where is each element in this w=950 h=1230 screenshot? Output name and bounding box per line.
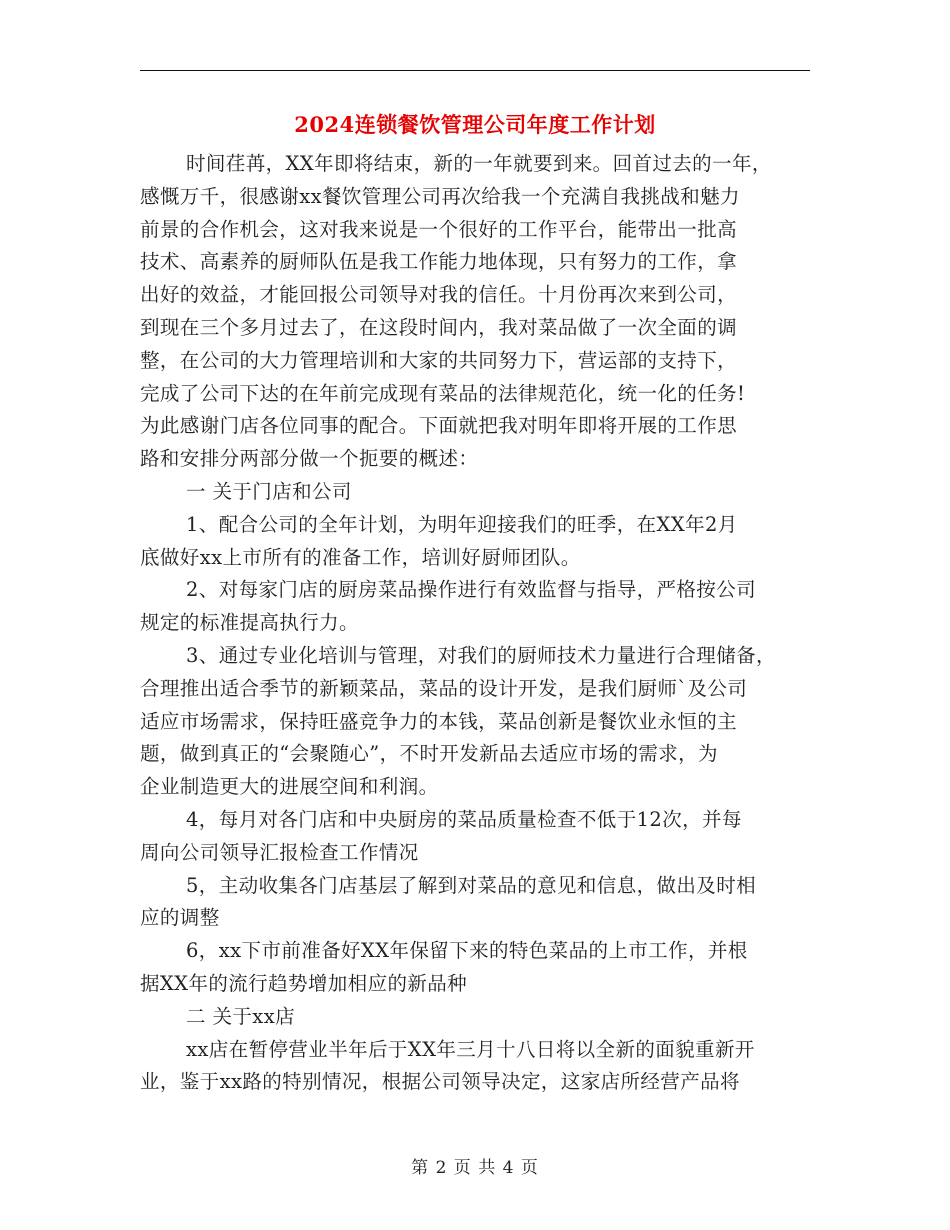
paragraph-line: 出好的效益，才能回报公司领导对我的信任。十月份再次来到公司，: [140, 283, 738, 307]
paragraph-line: 到现在三个多月过去了，在这段时间内，我对菜品做了一次全面的调: [140, 315, 738, 339]
list-item-line: 合理推出适合季节的新颖菜品，菜品的设计开发，是我们厨师`及公司: [140, 676, 748, 700]
paragraph-line: 前景的合作机会，这对我来说是一个很好的工作平台，能带出一批高: [140, 217, 738, 241]
list-item-line: 据XX年的流行趋势增加相应的新品种: [140, 971, 468, 995]
list-item-line: 周向公司领导汇报检查工作情况: [140, 840, 419, 864]
document-body: [140, 148, 810, 1099]
list-item-line: 4，每月对各门店和中央厨房的菜品质量检查不低于12次，并每: [186, 807, 742, 831]
list-item-line: 3、通过专业化培训与管理，对我们的厨师技术力量进行合理储备，: [186, 643, 776, 667]
paragraph-line: 路和安排分两部分做一个扼要的概述：: [140, 447, 479, 471]
list-item-line: 应的调整: [140, 906, 220, 930]
document-title: 2024连锁餐饮管理公司年度工作计划: [294, 112, 656, 137]
paragraph-line: 业，鉴于xx路的特别情况，根据公司领导决定，这家店所经营产品将: [140, 1070, 740, 1094]
paragraph-line: 感慨万千，很感谢xx餐饮管理公司再次给我一个充满自我挑战和魅力: [140, 184, 740, 208]
list-item-line: 底做好xx上市所有的准备工作，培训好厨师团队。: [140, 545, 581, 569]
list-item-line: 规定的标准提高执行力。: [140, 611, 359, 635]
page-number: 第 2 页 共 4 页: [411, 1158, 539, 1178]
list-item-line: 企业制造更大的进展空间和利润。: [140, 775, 439, 799]
paragraph-line: 完成了公司下达的在年前完成现有菜品的法律规范化，统一化的任务!: [140, 381, 746, 405]
list-item-line: 1、配合公司的全年计划，为明年迎接我们的旺季，在XX年2月: [186, 512, 738, 536]
header-rule: [140, 70, 810, 71]
list-item-line: 题，做到真正的“会聚随心”，不时开发新品去适应市场的需求，为: [140, 742, 718, 766]
paragraph-line: 时间荏苒，XX年即将结束，新的一年就要到来。回首过去的一年，: [186, 152, 772, 175]
paragraph-line: 为此感谢门店各位同事的配合。下面就把我对明年即将开展的工作思: [140, 414, 738, 438]
list-item-line: 适应市场需求，保持旺盛竞争力的本钱，菜品创新是餐饮业永恒的主: [140, 709, 738, 733]
section-heading: 二 关于xx店: [186, 1004, 295, 1028]
paragraph-line: 整，在公司的大力管理培训和大家的共同努力下，营运部的支持下，: [140, 348, 738, 372]
paragraph-line: 技术、高素养的厨师队伍是我工作能力地体现，只有努力的工作，拿: [140, 250, 738, 274]
paragraph-line: xx店在暂停营业半年后于XX年三月十八日将以全新的面貌重新开: [186, 1037, 755, 1061]
list-item-line: 6，xx下市前准备好XX年保留下来的特色菜品的上市工作，并根: [186, 939, 748, 963]
section-heading: 一 关于门店和公司: [186, 479, 352, 503]
list-item-line: 2、对每家门店的厨房菜品操作进行有效监督与指导，严格按公司: [186, 578, 757, 602]
list-item-line: 5，主动收集各门店基层了解到对菜品的意见和信息，做出及时相: [186, 873, 757, 897]
